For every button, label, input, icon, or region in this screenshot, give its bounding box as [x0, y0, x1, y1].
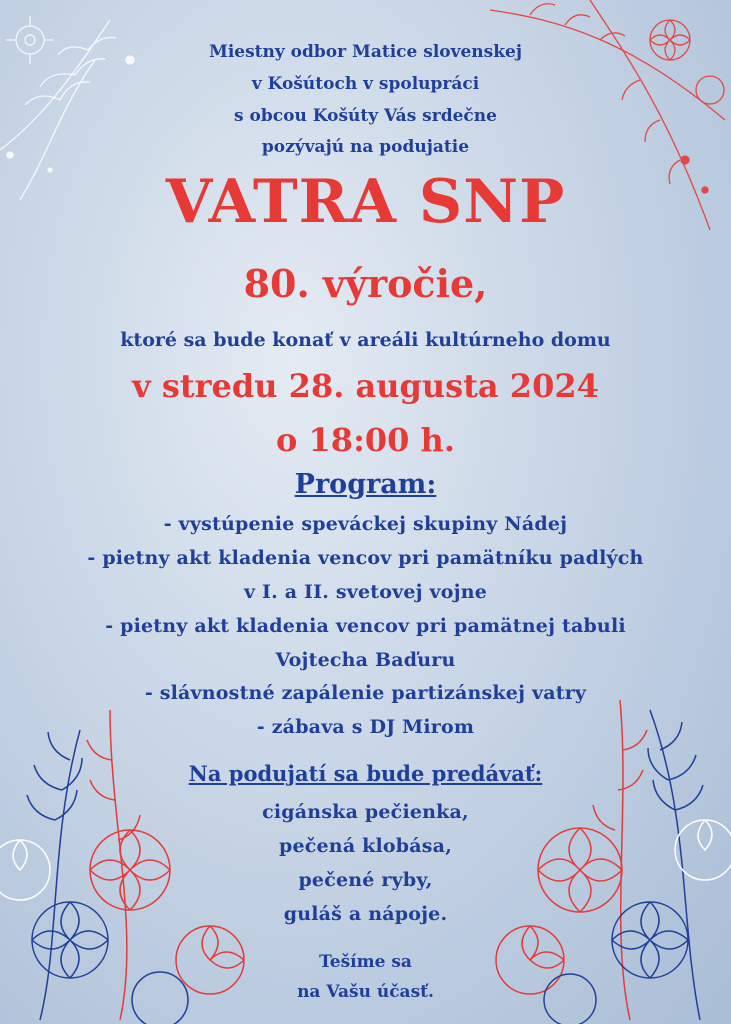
sale-item: guláš a nápoje.	[283, 903, 448, 925]
sale-item: cigánska pečienka,	[262, 801, 469, 823]
closing-line-2: na Vašu účasť.	[297, 982, 434, 1002]
sale-heading: Na podujatí sa bude predávať:	[188, 761, 543, 786]
program-item: - vystúpenie speváckej skupiny Nádej	[163, 513, 568, 535]
intro-line-2: v Košútoch v spolupráci	[251, 74, 480, 94]
intro-line-4: pozývajú na podujatie	[261, 137, 470, 157]
program-heading: Program:	[294, 469, 437, 500]
intro-line-3: s obcou Košúty Vás srdečne	[234, 106, 497, 126]
program-item: - pietny akt kladenia vencov pri pamätnej tabuli	[105, 615, 626, 637]
program-item: Vojtecha Baďuru	[275, 649, 456, 671]
program-item: - slávnostné zapálenie partizánskej vatry	[144, 682, 587, 704]
event-date: v stredu 28. augusta 2024	[132, 367, 599, 405]
program-item: - pietny akt kladenia vencov pri pamätníku padlých	[87, 547, 644, 569]
closing-line-1: Tešíme sa	[319, 952, 412, 972]
sale-item: pečená klobása,	[278, 835, 453, 857]
program-item: v I. a II. svetovej vojne	[243, 581, 488, 603]
venue-text: ktoré sa bude konať v areáli kultúrneho domu	[120, 329, 611, 351]
floral-bottom-right-decoration	[450, 690, 731, 1024]
program-item: - zábava s DJ Mirom	[256, 716, 475, 738]
event-time: o 18:00 h.	[276, 421, 455, 459]
floral-bottom-left-decoration	[0, 700, 290, 1024]
event-title: VATRA SNP	[165, 167, 566, 237]
intro-line-1: Miestny odbor Matice slovenskej	[209, 42, 522, 62]
anniversary-text: 80. výročie,	[243, 261, 488, 306]
sale-item: pečené ryby,	[298, 869, 433, 891]
